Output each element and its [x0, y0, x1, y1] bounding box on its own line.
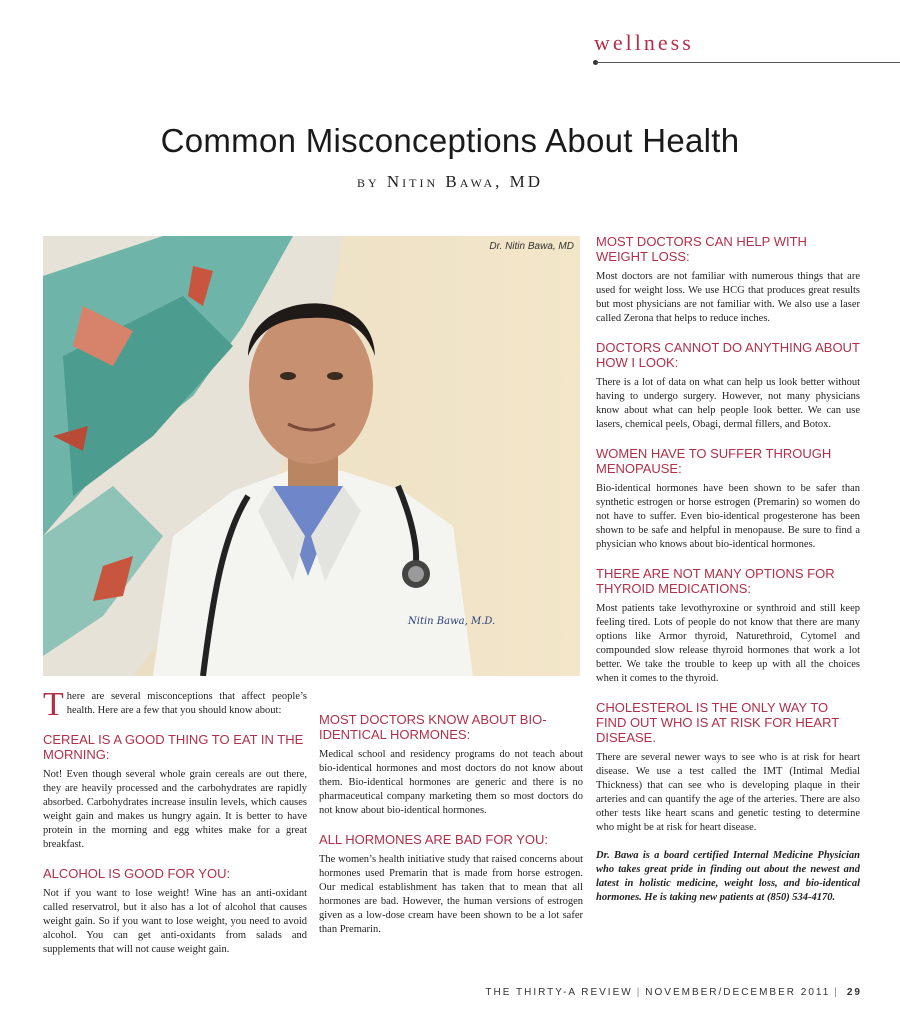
page-number: 29	[846, 987, 862, 998]
issue-date: NOVEMBER/DECEMBER 2011	[645, 987, 831, 998]
section-body: Most doctors are not familiar with numerous things that are used for weight loss. We use HCG that produces great results but most physicians are not familiar with. We also use a laser called Zerona that helps to reduce inches.	[596, 271, 860, 324]
section-body: Most patients take levothyroxine or synthroid and still keep feeling tired. Lots of people do not know that there are many options like Armor thyroid, Naturethroid, Cytomel and compounded slow release thyroid hormones that work a lot better. We take the trouble to keep up with all the choices when it comes to the thyroid.	[596, 603, 860, 684]
portrait-illustration	[43, 236, 580, 676]
section-body: Medical school and residency programs do not teach about bio-identical hormones and most doctors do not know about them. Bio-identical hormones are generic and there is no pharmaceutical company marketing them so most doctors do not know about bio-identical hormones.	[319, 749, 583, 816]
coat-name: Nitin Bawa, M.D.	[408, 616, 496, 627]
section-label: wellness	[594, 30, 694, 55]
section-heading: DOCTORS CANNOT DO ANYTHING ABOUT HOW I LOOK:	[596, 340, 860, 370]
author-bio: Dr. Bawa is a board certified Internal Medicine Physician who takes great pride in finding out about the newest and latest in holistic medicine, weight loss, and bio-identical hormones. He is taking new patients at (850) 534-4170.	[596, 850, 860, 903]
intro-paragraph: There are several misconceptions that affect people’s health. Here are a few that you should know about:	[43, 686, 307, 723]
section-heading: CHOLESTEROL IS THE ONLY WAY TO FIND OUT WHO IS AT RISK FOR HEART DISEASE.	[596, 700, 839, 745]
section-body: There are several newer ways to see who is at risk for heart disease. We use a test called the IMT (Intimal Medial Thickness) that can see who is developing plaque in their arteries and can quantify the age of the arteries. There are also other tests like heart scans and genetic testing to determine who might be at risk for heart disease.	[596, 752, 860, 833]
section-heading: CEREAL IS A GOOD THING TO EAT IN THE MORNING:	[43, 732, 304, 762]
section-body: Not! Even though several whole grain cereals are out there, they are heavily processed and the carbohydrates are rapidly absorbed. Carbohydrates increase insulin levels, which causes weight gain and makes us hungry again. It is better to have protein in the morning and egg whites make for a great breakfast.	[43, 769, 307, 850]
publication-name: THE THIRTY-A REVIEW	[485, 987, 633, 998]
section-body: The women’s health initiative study that raised concerns about hormones used Premarin that is made from horse estrogen. Our medical establishment has taken that to mean that all hormones are bad. However, the human versions of estrogen given as a low-dose cream have been shown to be a lot safer than Premarin.	[319, 854, 583, 935]
drop-cap: T	[43, 686, 64, 723]
section-heading: ALCOHOL IS GOOD FOR YOU:	[43, 866, 231, 881]
photo-caption: Dr. Nitin Bawa, MD	[489, 241, 574, 252]
section-body: Not if you want to lose weight! Wine has an anti-oxidant called reservatrol, but it also has a lot of alcohol that causes weight gain. So if you want to lose weight, you need to avoid alcohol. You can get anti-oxidants from salads and supplements that will not cause weight gain.	[43, 888, 307, 955]
section-heading: WOMEN HAVE TO SUFFER THROUGH MENOPAUSE:	[596, 446, 832, 476]
article-byline: by Nitin Bawa, MD	[356, 172, 544, 191]
section-heading: THERE ARE NOT MANY OPTIONS FOR THYROID MEDICATIONS:	[596, 566, 835, 596]
section-heading: ALL HORMONES ARE BAD FOR YOU:	[319, 832, 548, 847]
section-heading: MOST DOCTORS KNOW ABOUT BIO-IDENTICAL HORMONES:	[319, 712, 547, 742]
section-rule	[596, 62, 900, 63]
column-left	[43, 686, 307, 971]
page-footer: THE THIRTY-A REVIEW | NOVEMBER/DECEMBER 2011 | 29	[485, 987, 862, 998]
section-heading: MOST DOCTORS CAN HELP WITH WEIGHT LOSS:	[596, 234, 807, 264]
article-title: Common Misconceptions About Health	[160, 122, 740, 159]
section-body: There is a lot of data on what can help us look better without having to undergo surgery. However, not many physicians know about what can help people look better. We can use lasers, chemical peels, Obagi, dermal fillers, and Botox.	[596, 377, 860, 430]
column-right	[596, 234, 860, 919]
doctor-photo	[43, 236, 580, 676]
column-middle	[319, 712, 583, 951]
section-body: Bio-identical hormones have been shown to be safer than synthetic estrogen or horse estrogen (Premarin) so women do not have to suffer. Even bio-identical progesterone has been shown to be safe and helpful in menopause. Be sure to find a physician who knows about bio-identical hormones.	[596, 483, 860, 550]
